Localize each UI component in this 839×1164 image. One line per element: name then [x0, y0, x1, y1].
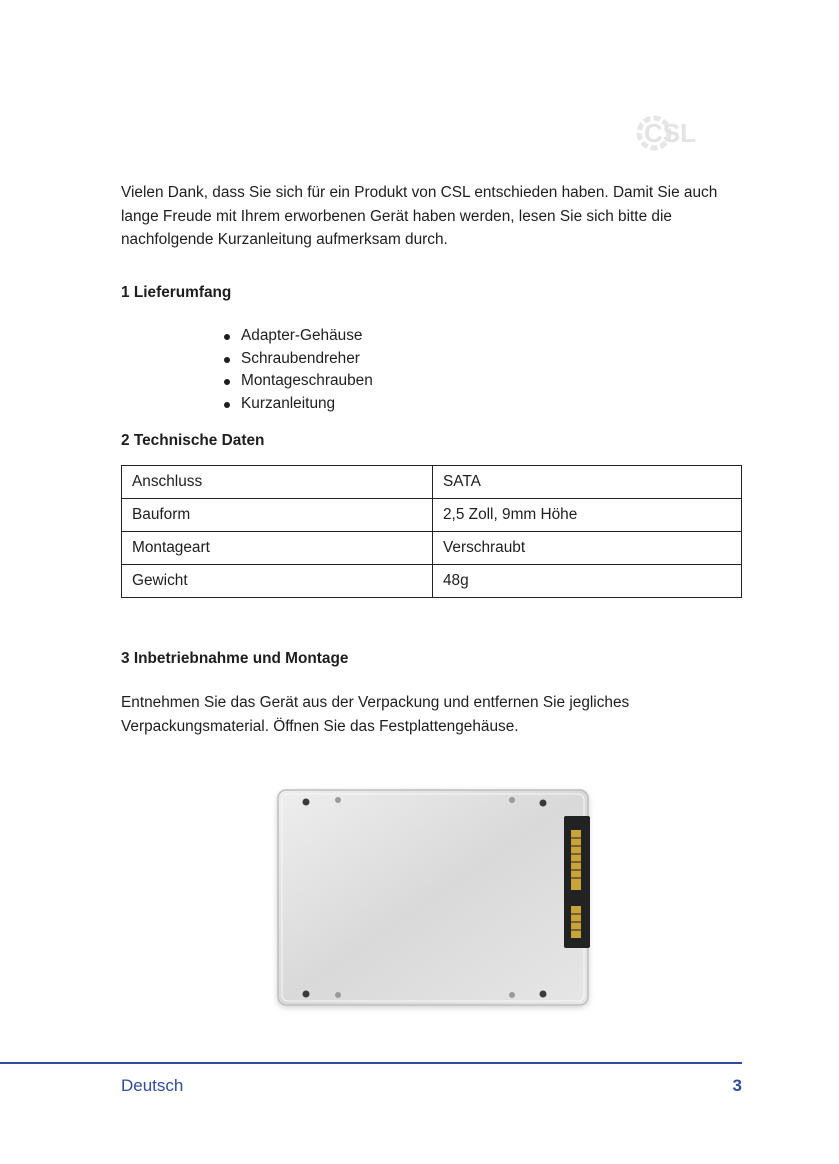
footer-divider — [0, 1062, 742, 1064]
delivery-list — [219, 325, 373, 415]
spec-table — [121, 465, 742, 598]
spec-value: 48g — [433, 565, 742, 598]
page-number: 3 — [732, 1076, 742, 1095]
spec-key: Gewicht — [122, 565, 433, 598]
list-item: Schraubendreher — [219, 348, 373, 371]
section-heading-technische-daten: 2 Technische Daten — [121, 432, 265, 449]
section-heading-lieferumfang: 1 Lieferumfang — [121, 284, 232, 301]
spec-value: 2,5 Zoll, 9mm Höhe — [433, 499, 742, 532]
spec-value: SATA — [433, 466, 742, 499]
spec-key: Anschluss — [122, 466, 433, 499]
ssd-enclosure-photo — [266, 778, 606, 1018]
intro-paragraph: Vielen Dank, dass Sie sich für ein Produkt von CSL entschieden haben. Damit Sie auch lange Freude mit Ihrem erworbenen Gerät haben werden, lesen Sie sich bitte die nachfolgende Kurzanleitung aufmerksam durch. — [121, 184, 718, 248]
table-row — [122, 466, 742, 499]
spec-key: Bauform — [122, 499, 433, 532]
list-item: Adapter-Gehäuse — [219, 325, 373, 348]
table-row — [122, 532, 742, 565]
csl-logo — [636, 113, 736, 155]
spec-value: Verschraubt — [433, 532, 742, 565]
table-row — [122, 565, 742, 598]
list-item: Montageschrauben — [219, 370, 373, 393]
table-row — [122, 499, 742, 532]
list-item: Kurzanleitung — [219, 393, 373, 416]
section-heading-inbetriebnahme: 3 Inbetriebnahme und Montage — [121, 650, 349, 667]
spec-key: Montageart — [122, 532, 433, 565]
footer-language: Deutsch — [121, 1076, 184, 1095]
montage-paragraph: Entnehmen Sie das Gerät aus der Verpackung und entfernen Sie jegliches Verpackungsmaterial. Öffnen Sie das Festplattengehäuse. — [121, 694, 630, 735]
csl-logo-text: CSL — [644, 118, 696, 148]
